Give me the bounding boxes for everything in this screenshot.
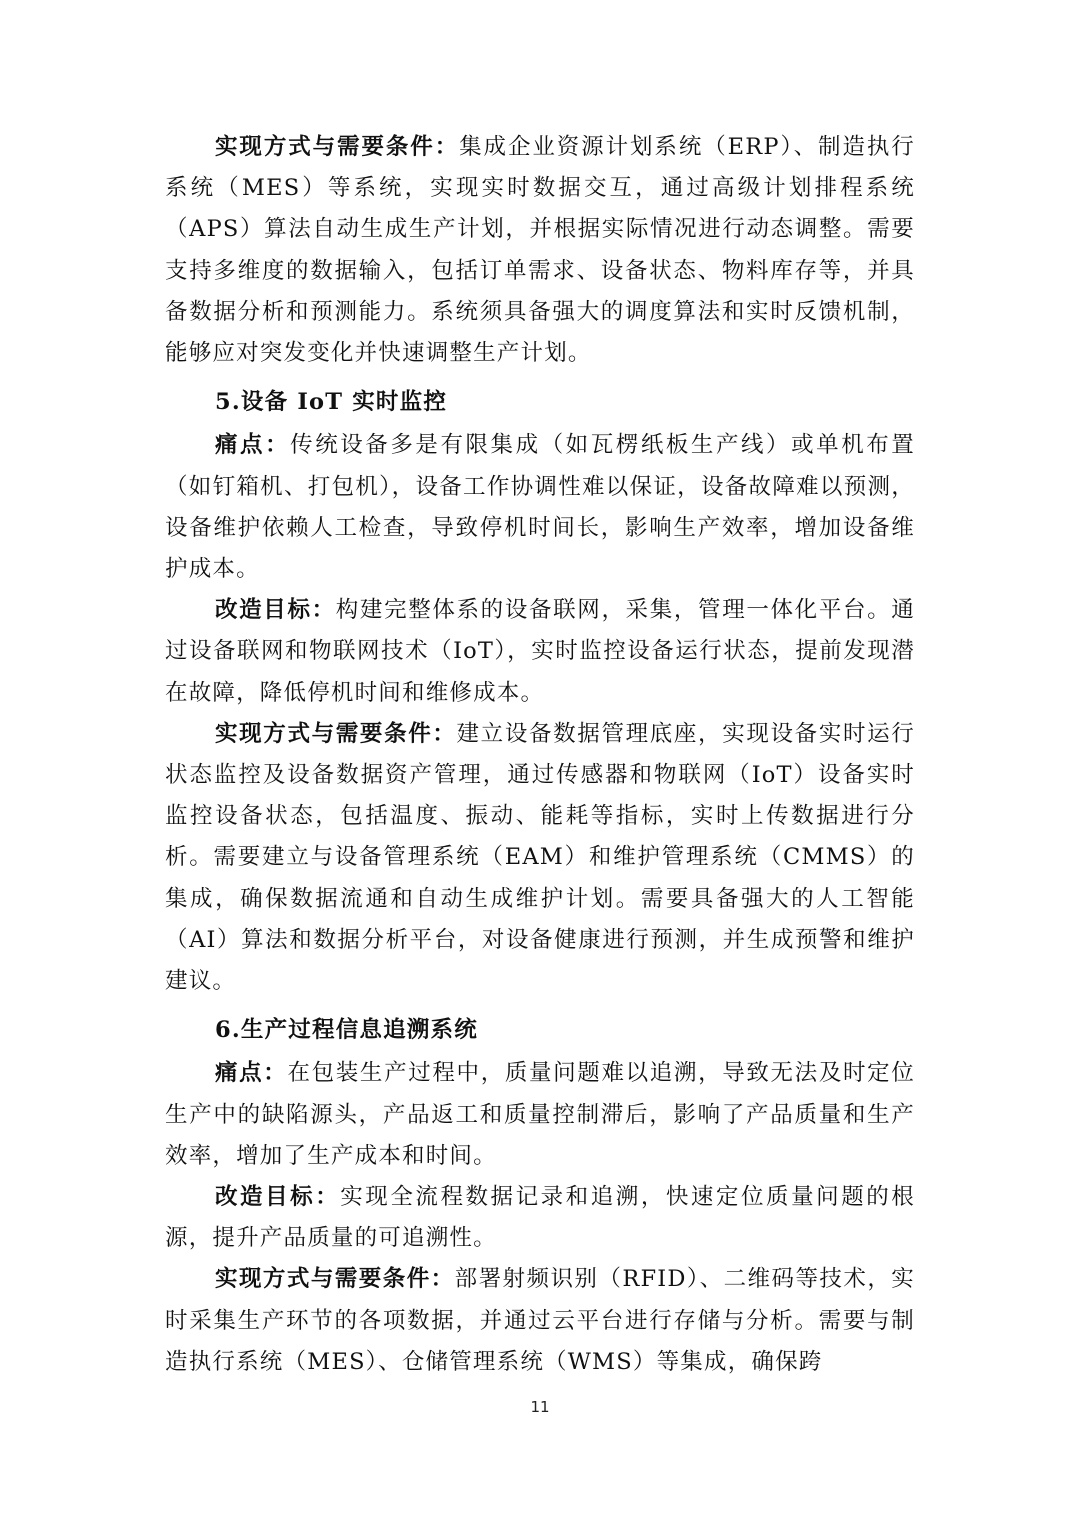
pain-point-text: 在包装生产过程中，质量问题难以追溯，导致无法及时定位生产中的缺陷源头，产品返工和质量控制滞后，影响了产品质量和生产效率，增加了生产成本和时间。 — [165, 1060, 915, 1169]
goal-text: 构建完整体系的设备联网，采集，管理一体化平台。通过设备联网和物联网技术（IoT），实时监控设备运行状态，提前发现潜在故障，降低停机时间和维修成本。 — [165, 597, 915, 706]
implementation-text: 建立设备数据管理底座，实现设备实时运行状态监控及设备数据资产管理，通过传感器和物联网（IoT）设备实时监控设备状态，包括温度、振动、能耗等指标，实时上传数据进行分析。需要建立与设备管理系统（EAM）和维护管理系统（CMMS）的集成，确保数据流通和自动生成维护计划。需要具备强大的人工智能（AI）算法和数据分析平台，对设备健康进行预测，并生成预警和维护建议。 — [165, 720, 915, 995]
section-heading-iot: 5.设备 IoT 实时监控 — [215, 389, 448, 416]
goal-label: 改造目标： — [215, 1184, 341, 1211]
page-body — [165, 127, 915, 1383]
paragraph-iot-pain-point — [165, 425, 915, 590]
paragraph-trace-implementation — [165, 1259, 915, 1383]
pain-point-label: 痛点： — [215, 1060, 288, 1087]
implementation-text: 集成企业资源计划系统（ERP）、制造执行系统（MES）等系统，实现实时数据交互，通过高级计划排程系统（APS）算法自动生成生产计划，并根据实际情况进行动态调整。需要支持多维度的数据输入，包括订单需求、设备状态、物料库存等，并具备数据分析和预测能力。系统须具备强大的调度算法和实时反馈机制，能够应对突发变化并快速调整生产计划。 — [165, 134, 915, 367]
implementation-label: 实现方式与需要条件： — [215, 134, 460, 160]
paragraph-intro-implementation — [165, 127, 915, 374]
implementation-label: 实现方式与需要条件： — [215, 1266, 455, 1293]
paragraph-iot-goal — [165, 590, 915, 714]
goal-text: 实现全流程数据记录和追溯，快速定位质量问题的根源，提升产品质量的可追溯性。 — [165, 1184, 915, 1252]
pain-point-text: 传统设备多是有限集成（如瓦楞纸板生产线）或单机布置（如钉箱机、打包机），设备工作协调性难以保证，设备故障难以预测，设备维护依赖人工检查，导致停机时间长，影响生产效率，增加设备维护成本。 — [165, 432, 915, 583]
paragraph-trace-goal — [165, 1177, 915, 1259]
page-number: 11 — [530, 1398, 550, 1416]
paragraph-trace-pain-point — [165, 1053, 915, 1177]
section-heading-traceability: 6.生产过程信息追溯系统 — [215, 1017, 478, 1044]
goal-label: 改造目标： — [215, 597, 336, 624]
implementation-label: 实现方式与需要条件： — [215, 720, 457, 747]
paragraph-iot-implementation — [165, 714, 915, 1002]
implementation-text: 部署射频识别（RFID）、二维码等技术，实时采集生产环节的各项数据，并通过云平台进行存储与分析。需要与制造执行系统（MES）、仓储管理系统（WMS）等集成，确保跨 — [165, 1266, 915, 1375]
pain-point-label: 痛点： — [215, 432, 291, 459]
